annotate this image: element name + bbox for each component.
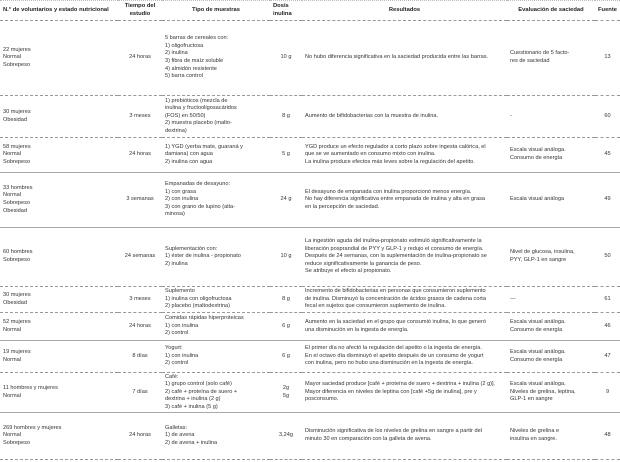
- samples-cell-line: (FOS) en 50/50): [165, 112, 206, 119]
- subjects-cell-line: Normal: [3, 192, 22, 199]
- time-cell: 3 meses: [118, 287, 162, 313]
- dose-cell-line: 6 g: [282, 352, 290, 359]
- samples-cell: [162, 173, 270, 228]
- evaluation-cell-line: GLP-1 en sangre: [510, 396, 553, 403]
- samples-cell: [162, 228, 270, 287]
- dose-cell: [270, 173, 302, 228]
- samples-cell-line: 3) café + inulina (5 g): [165, 403, 218, 410]
- source-cell: 13: [595, 21, 620, 96]
- evaluation-cell: [507, 138, 595, 173]
- time-cell: 7 días: [118, 373, 162, 413]
- subjects-cell: [0, 313, 118, 341]
- source-cell: 50: [595, 228, 620, 287]
- subjects-cell: [0, 413, 118, 460]
- dose-cell: [270, 228, 302, 287]
- results-cell: [302, 138, 507, 173]
- evaluation-cell-line: ---: [510, 295, 516, 302]
- subjects-cell: [0, 287, 118, 313]
- samples-cell-line: 2) control: [165, 360, 189, 367]
- source-cell: 48: [595, 413, 620, 460]
- results-cell-line: No hay diferencia significativa entre empanada de inulina y alta en grasa: [305, 196, 486, 203]
- subjects-cell-line: Obesidad: [3, 116, 27, 123]
- samples-cell: [162, 373, 270, 413]
- samples-cell-line: Comidas rápidas hiperproteicas: [165, 315, 244, 322]
- samples-cell-line: 2) placebo (maltodextrina): [165, 303, 230, 310]
- samples-cell-line: 1) con inulina: [165, 352, 199, 359]
- evaluation-cell: [507, 413, 595, 460]
- table-row: [0, 413, 620, 460]
- evaluation-cell: [507, 373, 595, 413]
- results-cell-line: El primer día no afectó la regulación del apetito o la ingesta de energía.: [305, 345, 482, 352]
- evaluation-cell-line: PYY, GLP-1 en sangre: [510, 257, 567, 263]
- subjects-cell-line: Normal: [3, 392, 22, 399]
- subjects-cell-line: Normal: [3, 356, 22, 363]
- source-cell: 61: [595, 287, 620, 313]
- dose-cell-line: 10 g: [280, 54, 292, 61]
- results-cell-line: en la percepción de saciedad.: [305, 203, 380, 210]
- subjects-cell: [0, 21, 118, 96]
- samples-cell-line: 2) café + proteína de suero +: [165, 388, 238, 395]
- results-cell-line: Aumento de bifidobacterias con la muestra de inulina.: [305, 112, 439, 119]
- samples-cell-line: damiana) con agua: [165, 151, 213, 158]
- subjects-cell-line: Normal: [3, 432, 22, 439]
- table-row: [0, 313, 620, 341]
- results-cell-line: posconsumo.: [305, 396, 339, 403]
- samples-cell-line: 1) con inulina: [165, 322, 199, 329]
- subjects-cell-line: 60 hombres: [3, 249, 33, 256]
- samples-cell-line: Suplementación con:: [165, 245, 218, 252]
- results-cell-line: que se ve aumentado en consumo mixto con inulina.: [305, 151, 436, 158]
- dose-cell: [270, 287, 302, 313]
- evaluation-cell: [507, 228, 595, 287]
- subjects-cell-line: Normal: [3, 151, 22, 158]
- subjects-cell-line: 269 hombres y mujeres: [3, 424, 62, 431]
- samples-cell-line: 2) inulina con agua: [165, 158, 213, 165]
- evaluation-cell: [507, 313, 595, 341]
- samples-cell-line: 5 barras de cereales con:: [165, 35, 229, 42]
- dose-cell-line: 6 g: [282, 322, 290, 329]
- results-cell-line: Incremento de bifidobacterias en personas que consumieron suplemento: [305, 288, 486, 295]
- results-cell: [302, 96, 507, 138]
- table-row: [0, 21, 620, 96]
- evaluation-cell-line: -: [510, 112, 512, 119]
- table-row: [0, 173, 620, 228]
- evaluation-cell-line: Cuestionario de 5 facto-: [510, 50, 570, 57]
- results-cell-line: Mayor saciedad produce [café + proteína de suero + dextrina + inulina (2 g)].: [305, 381, 496, 388]
- evaluation-cell: [507, 21, 595, 96]
- time-cell: 24 horas: [118, 313, 162, 341]
- results-cell-line: minuto 30 en comparación con la galleta de avena.: [305, 436, 432, 442]
- results-cell-line: La inulina produce efectos más leves sobre la regulación del apetito.: [305, 158, 475, 165]
- results-cell-line: reduce significativamente la ganancia de peso.: [305, 260, 422, 267]
- results-cell: [302, 21, 507, 96]
- samples-cell-line: 1) YGD (yerba mate, guaraná y: [165, 143, 243, 150]
- source-cell: 9: [595, 373, 620, 413]
- table-row: [0, 96, 620, 138]
- samples-cell-line: 4) almidón resistente: [165, 65, 217, 72]
- table-header-row: [0, 1, 620, 21]
- samples-cell: [162, 21, 270, 96]
- samples-cell-line: 2) muestra placebo (malto-: [165, 120, 232, 127]
- source-cell: 46: [595, 313, 620, 341]
- samples-cell-line: 1) oligofructosa: [165, 42, 204, 49]
- header-dose: Dosis inulina: [270, 1, 302, 21]
- results-cell-line: No hubo diferencia significativa en la saciedad producida entre las barras.: [305, 54, 489, 61]
- header-subjects: N.° de voluntarios y estado nutricional: [0, 1, 118, 21]
- dose-cell: [270, 413, 302, 460]
- results-cell-line: YGD produce un efecto regulador a corto plazo sobre ingesta calórica, el: [305, 143, 486, 150]
- subjects-cell-line: Sobrepeso: [3, 158, 31, 165]
- evaluation-cell-line: res de saciedad: [510, 58, 550, 64]
- evaluation-cell-line: Consumo de energía: [510, 326, 563, 333]
- samples-cell-line: Galletas:: [165, 424, 188, 431]
- table-row: [0, 287, 620, 313]
- time-cell: 24 horas: [118, 413, 162, 460]
- samples-cell-line: 3) fibra de maíz soluble: [165, 58, 224, 64]
- evaluation-cell-line: Consumo de energía: [510, 356, 563, 363]
- subjects-cell: [0, 173, 118, 228]
- dose-cell: [270, 313, 302, 341]
- evaluation-cell-line: insulina en sangre.: [510, 436, 557, 442]
- evaluation-cell-line: Nivel de glucosa, insulina,: [510, 249, 575, 256]
- samples-cell: [162, 341, 270, 373]
- results-cell-line: Mayor diferencia en niveles de leptina con [café +5g de inulina], pre y: [305, 388, 477, 395]
- samples-cell-line: dextrina + inulina (2 g): [165, 396, 221, 403]
- subjects-cell: [0, 228, 118, 287]
- samples-cell-line: inulina y fructooligosacáridos: [165, 105, 237, 112]
- samples-cell-line: 1) con grasa: [165, 188, 197, 195]
- evaluation-cell-line: Niveles de grelina, leptina,: [510, 388, 576, 395]
- results-cell: [302, 373, 507, 413]
- subjects-cell-line: 33 hombres: [3, 184, 33, 191]
- evaluation-cell: [507, 96, 595, 138]
- subjects-cell-line: Normal: [3, 54, 22, 61]
- evaluation-cell-line: Escala visual análoga.: [510, 147, 566, 154]
- evaluation-cell-line: Escala visual análoga: [510, 196, 565, 203]
- results-cell: [302, 413, 507, 460]
- samples-cell-line: 1) éster de inulina - propionato: [165, 253, 241, 260]
- dose-cell-line: 5g: [282, 392, 290, 399]
- subjects-cell-line: 52 mujeres: [3, 318, 31, 325]
- results-cell: [302, 228, 507, 287]
- dose-cell-line: 2g: [282, 384, 290, 391]
- subjects-cell-line: Obesidad: [3, 299, 27, 306]
- samples-cell-line: Yogurt:: [165, 345, 183, 352]
- samples-cell: [162, 138, 270, 173]
- samples-cell: [162, 287, 270, 313]
- samples-cell-line: 1) grupo control (solo café): [165, 381, 232, 388]
- evaluation-cell: [507, 287, 595, 313]
- results-cell: [302, 313, 507, 341]
- samples-cell-line: 1) prebióticos (mezcla de: [165, 97, 228, 104]
- source-cell: 47: [595, 341, 620, 373]
- samples-cell-line: 3) con grano de lupino (alta-: [165, 203, 235, 210]
- table-row: [0, 373, 620, 413]
- table-row: [0, 138, 620, 173]
- dose-cell-line: 24 g: [280, 196, 292, 203]
- header-time: Tiempo del estudio: [118, 1, 162, 21]
- time-cell: 24 horas: [118, 21, 162, 96]
- samples-cell-line: dextrina): [165, 127, 187, 134]
- results-cell: [302, 341, 507, 373]
- subjects-cell-line: 19 mujeres: [3, 348, 31, 355]
- results-cell-line: una disminución en la ingesta de energía.: [305, 326, 409, 333]
- subjects-cell: [0, 138, 118, 173]
- samples-cell-line: 2) inulina: [165, 260, 188, 267]
- subjects-cell-line: Sobrepeso: [3, 257, 31, 263]
- dose-cell: [270, 96, 302, 138]
- samples-cell-line: 2) inulina: [165, 50, 188, 57]
- samples-cell-line: minosa): [165, 211, 185, 218]
- subjects-cell-line: 22 mujeres: [3, 46, 31, 53]
- dose-cell: [270, 341, 302, 373]
- evaluation-cell-line: Escala visual análoga.: [510, 348, 566, 355]
- samples-cell-line: 2) con inulina: [165, 196, 199, 203]
- results-cell-line: de inulina. Disminuyó la concentración de ácidos grasos de cadena corta: [305, 295, 486, 302]
- dose-cell-line: 3,24g: [279, 432, 293, 439]
- results-cell-line: En el octavo día disminuyó el apetito después de un consumo de yogurt: [305, 352, 484, 359]
- results-cell-line: liberación posprandial de PYY y GLP-1 y redujo el consumo de energía.: [305, 245, 484, 252]
- evaluation-cell: [507, 341, 595, 373]
- time-cell: 24 semanas: [118, 228, 162, 287]
- table-row: [0, 341, 620, 373]
- subjects-cell-line: Sobrepeso: [3, 200, 31, 206]
- evaluation-cell-line: Escala visual análoga.: [510, 381, 566, 388]
- source-cell: 60: [595, 96, 620, 138]
- dose-cell-line: 5 g: [282, 151, 290, 158]
- samples-cell-line: 1) de avena: [165, 432, 195, 439]
- results-cell-line: Después de 24 semanas, con la suplementación de inulina-propionato se: [305, 253, 487, 260]
- time-cell: 8 días: [118, 341, 162, 373]
- samples-cell-line: Empanadas de desayuno:: [165, 181, 230, 188]
- evaluation-cell: [507, 173, 595, 228]
- results-cell: [302, 173, 507, 228]
- results-cell-line: con inulina, pero no hubo una disminución en la ingesta de energía.: [305, 360, 473, 367]
- results-cell-line: Aumento en la saciedad en el grupo que consumió inulina, lo que generó: [305, 318, 486, 325]
- dose-cell-line: 8 g: [282, 112, 290, 119]
- samples-cell: [162, 313, 270, 341]
- source-cell: 45: [595, 138, 620, 173]
- header-results: Resultados: [302, 1, 507, 21]
- dose-cell-line: 10 g: [280, 253, 292, 260]
- time-cell: 3 semanas: [118, 173, 162, 228]
- evaluation-cell-line: Niveles de grelina e: [510, 428, 560, 435]
- time-cell: 3 meses: [118, 96, 162, 138]
- header-samples: Tipo de muestras: [162, 1, 270, 21]
- subjects-cell: [0, 96, 118, 138]
- results-cell: [302, 287, 507, 313]
- results-cell-line: fecal en sujetos que consumieron suplemento de inulina.: [305, 303, 446, 310]
- results-cell-line: Disminución significativa de los niveles de grelina en sangre a partir del: [305, 428, 482, 435]
- dose-cell-line: 8 g: [282, 295, 290, 302]
- subjects-cell-line: 30 mujeres: [3, 291, 31, 298]
- subjects-cell-line: 30 mujeres: [3, 108, 31, 115]
- subjects-cell-line: 58 mujeres: [3, 143, 31, 150]
- samples-cell-line: 1) inulina con oligofructosa: [165, 295, 232, 302]
- evaluation-cell-line: Consumo de energía: [510, 155, 563, 161]
- source-cell: 49: [595, 173, 620, 228]
- samples-cell-line: Suplemento: [165, 288, 195, 295]
- subjects-cell-line: Obesidad: [3, 207, 27, 214]
- results-cell-line: Se atribuye el efecto al propionato.: [305, 268, 392, 275]
- evaluation-cell-line: Escala visual análoga.: [510, 318, 566, 325]
- header-evaluation: Evaluación de saciedad: [507, 1, 595, 21]
- samples-cell-line: Café:: [165, 373, 179, 380]
- samples-cell-line: 2) de avena + inulina: [165, 439, 218, 446]
- dose-cell: [270, 138, 302, 173]
- subjects-cell-line: Sobrepeso: [3, 61, 31, 68]
- samples-cell-line: 2) control: [165, 330, 189, 337]
- table-row: [0, 228, 620, 287]
- samples-cell-line: 5) barra control: [165, 73, 203, 80]
- samples-cell: [162, 413, 270, 460]
- dose-cell: [270, 373, 302, 413]
- time-cell: 24 horas: [118, 138, 162, 173]
- subjects-cell-line: 11 hombres y mujeres: [3, 384, 58, 391]
- results-cell-line: El desayuno de empanada con inulina proporcionó menos energía.: [305, 188, 472, 195]
- results-cell-line: La ingestión aguda del inulina-propionato estimuló significativamente la: [305, 238, 482, 245]
- subjects-cell: [0, 373, 118, 413]
- header-source: Fuente: [595, 1, 620, 21]
- subjects-cell: [0, 341, 118, 373]
- subjects-cell-line: Normal: [3, 326, 22, 333]
- dose-cell: [270, 21, 302, 96]
- subjects-cell-line: Sobrepeso: [3, 439, 31, 446]
- samples-cell: [162, 96, 270, 138]
